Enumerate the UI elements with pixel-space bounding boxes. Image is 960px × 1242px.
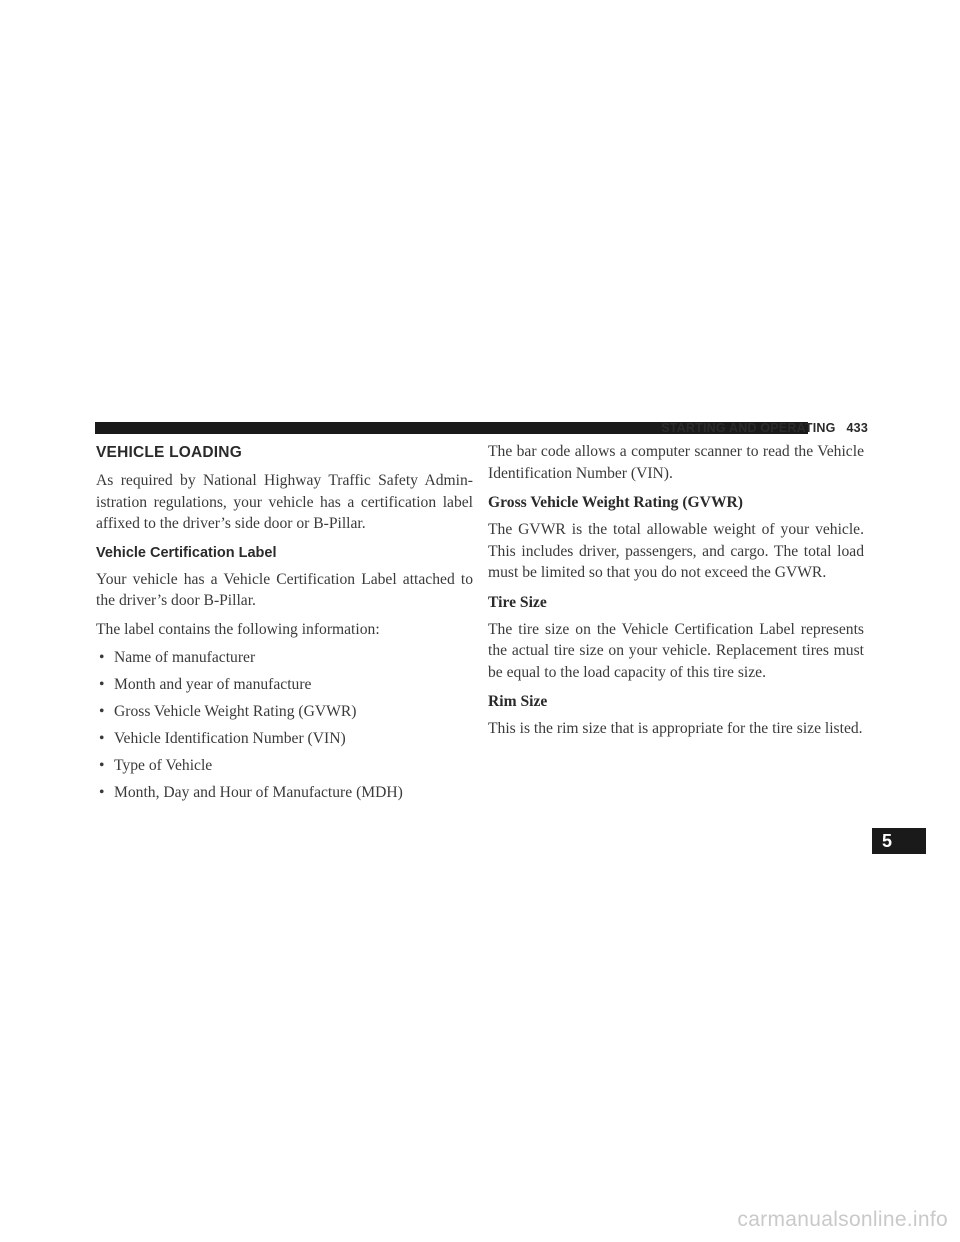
barcode-paragraph: The bar code allows a computer scanner to read the Vehicle Identification Number (VIN). (488, 443, 864, 482)
list-item (96, 728, 473, 755)
bullet-icon: • (99, 703, 105, 720)
chapter-tab: 5 (872, 828, 926, 854)
list-item-text: Name of manufacturer (114, 649, 256, 666)
bullet-icon: • (99, 649, 105, 666)
list-item (96, 755, 473, 782)
list-item-text: Month and year of manufacture (114, 676, 312, 693)
gvwr-heading: Gross Vehicle Weight Rating (GVWR) (488, 494, 743, 511)
bullet-icon: • (99, 730, 105, 747)
list-item (96, 674, 473, 701)
rim-size-paragraph: This is the rim size that is appropriate for the tire size listed. (488, 720, 863, 737)
label-info-list (96, 647, 473, 809)
page-number: 433 (846, 421, 868, 435)
bullet-icon: • (99, 676, 105, 693)
left-column (96, 440, 473, 809)
tire-size-paragraph: The tire size on the Vehicle Certification Label represents the actual tire size on your vehicle. Replacement tires must be equal to the load capacity of this tire size. (488, 620, 864, 681)
list-item (96, 701, 473, 728)
subheading-certification-label: Vehicle Certification Label (96, 544, 277, 561)
watermark: carmanualsonline.info (737, 1208, 948, 1231)
list-item (96, 647, 473, 674)
list-item-text: Month, Day and Hour of Manufacture (MDH) (114, 784, 403, 801)
bullet-icon: • (99, 757, 105, 774)
list-item (96, 782, 473, 809)
section-heading: VEHICLE LOADING (96, 444, 242, 461)
intro-paragraph: As required by National Highway Traffic Safety Admin-istration regulations, your vehicle has a certification label affixed to the driver’s side door or B-Pillar. (96, 472, 473, 532)
bullet-icon: • (99, 784, 105, 801)
list-item-text: Gross Vehicle Weight Rating (GVWR) (114, 703, 357, 720)
tire-size-heading: Tire Size (488, 593, 547, 611)
list-intro: The label contains the following information: (96, 620, 380, 638)
list-item-text: Type of Vehicle (114, 757, 213, 774)
gvwr-paragraph: The GVWR is the total allowable weight of your vehicle. This includes driver, passengers, and cargo. The total load must be limited so that you do not exceed the GVWR. (488, 521, 864, 581)
right-column (488, 440, 864, 747)
list-item-text: Vehicle Identification Number (VIN) (114, 730, 346, 747)
label-paragraph: Your vehicle has a Vehicle Certification Label attached to the driver’s door B-Pillar. (96, 570, 473, 609)
section-title: STARTING AND OPERATING (661, 421, 836, 435)
rim-size-heading: Rim Size (488, 693, 548, 710)
running-header (661, 420, 868, 436)
